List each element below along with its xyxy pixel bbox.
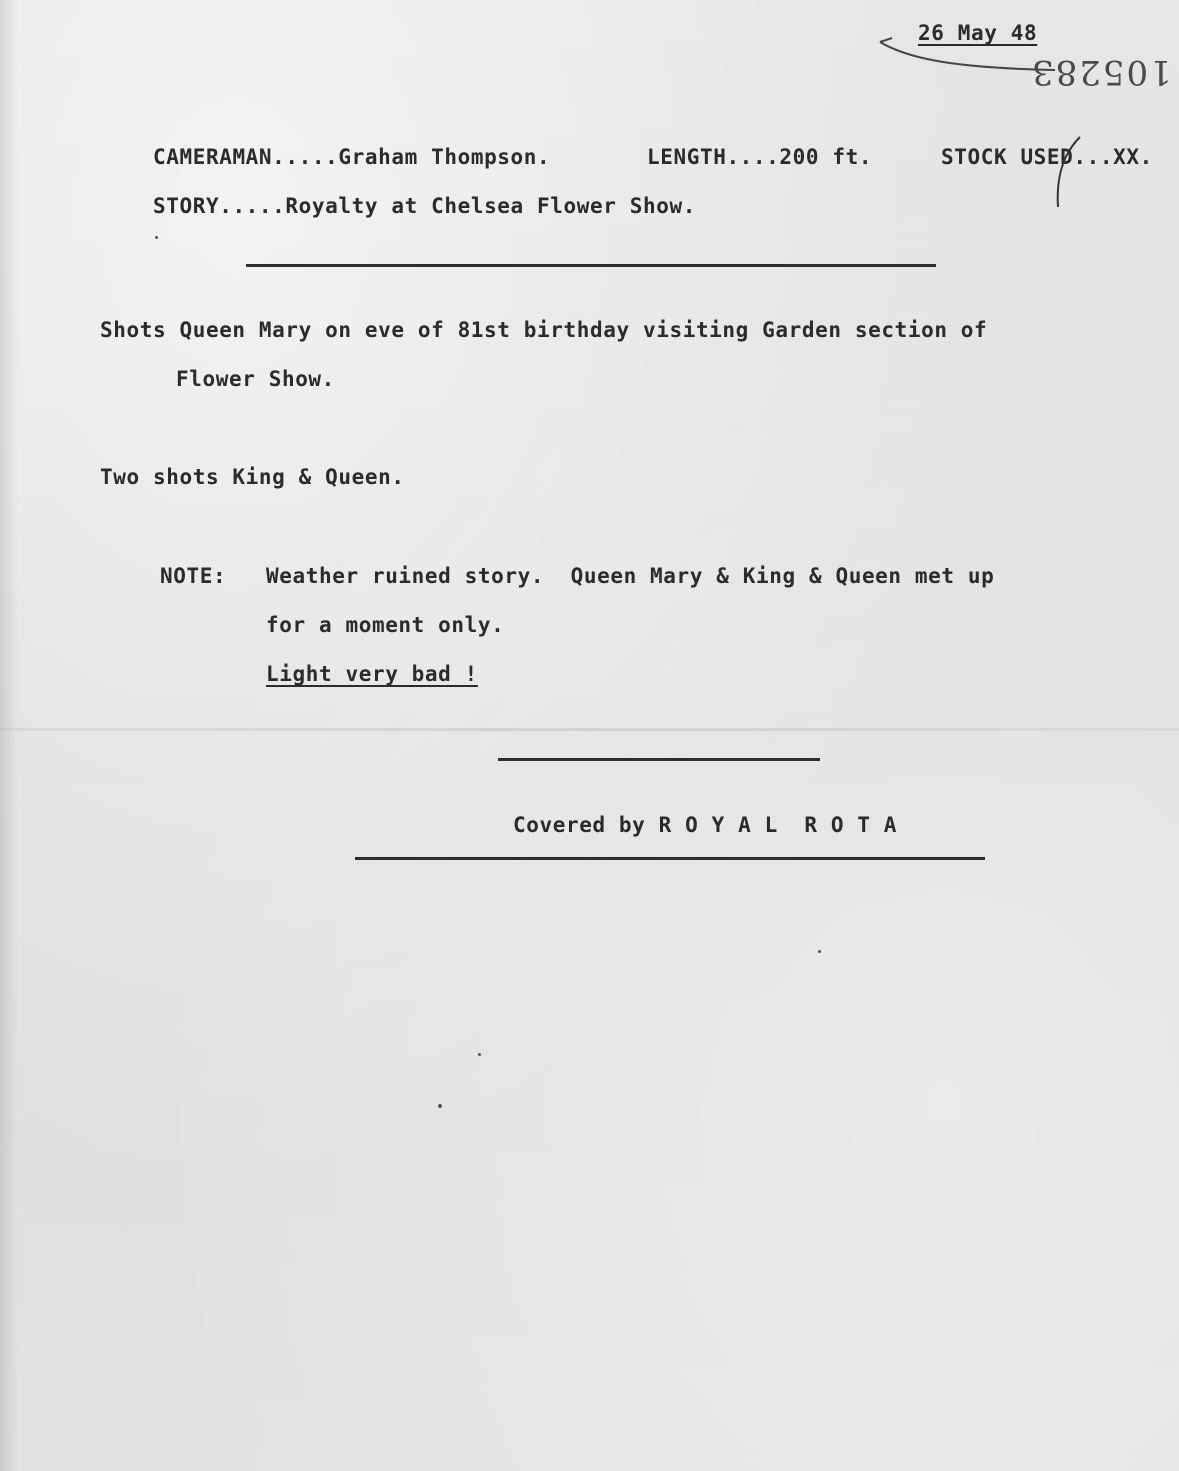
covered-by-line: [460, 786, 897, 864]
note-line2: for a moment only.: [266, 613, 505, 637]
covered-prefix: Covered by: [512, 813, 646, 837]
length-label: LENGTH....: [646, 145, 780, 169]
length-value: 200 ft.: [779, 145, 873, 169]
paper-speck: [478, 1053, 481, 1056]
separator-rule-middle: [498, 758, 820, 761]
note-label: NOTE:: [160, 564, 227, 588]
handwritten-stroke-mark: [1050, 135, 1090, 210]
note-line1: Weather ruined story. Queen Mary & King & Queen met up: [266, 564, 995, 588]
document-date: 26 May 48: [918, 21, 1038, 45]
story-field: [100, 167, 696, 245]
separator-rule-bottom: [355, 857, 985, 860]
paper-speck: [155, 236, 158, 239]
stock-value: XX.: [1113, 145, 1153, 169]
handwritten-reference-number: 105283: [1030, 52, 1172, 92]
paper-speck: [818, 950, 821, 953]
cameraman-value: Graham Thompson.: [338, 145, 551, 169]
shots-description-line2: Flower Show.: [176, 367, 335, 391]
covered-name: R O Y A L R O T A: [658, 813, 898, 837]
story-label: STORY.....: [152, 194, 286, 218]
stock-field: [888, 118, 1153, 196]
paper-edge-shadow: [0, 0, 18, 1471]
separator-rule-top: [246, 264, 936, 267]
shots-description-line1: Shots Queen Mary on eve of 81st birthday visiting Garden section of: [100, 318, 988, 342]
note-line3: Light very bad !: [266, 662, 478, 686]
paper-fold-line: [0, 728, 1179, 731]
cameraman-label: CAMERAMAN.....: [152, 145, 339, 169]
stock-label: STOCK USED...: [940, 145, 1114, 169]
story-value: Royalty at Chelsea Flower Show.: [285, 194, 696, 218]
paper-speck: [438, 1104, 442, 1108]
two-shots-line: Two shots King & Queen.: [100, 465, 405, 489]
